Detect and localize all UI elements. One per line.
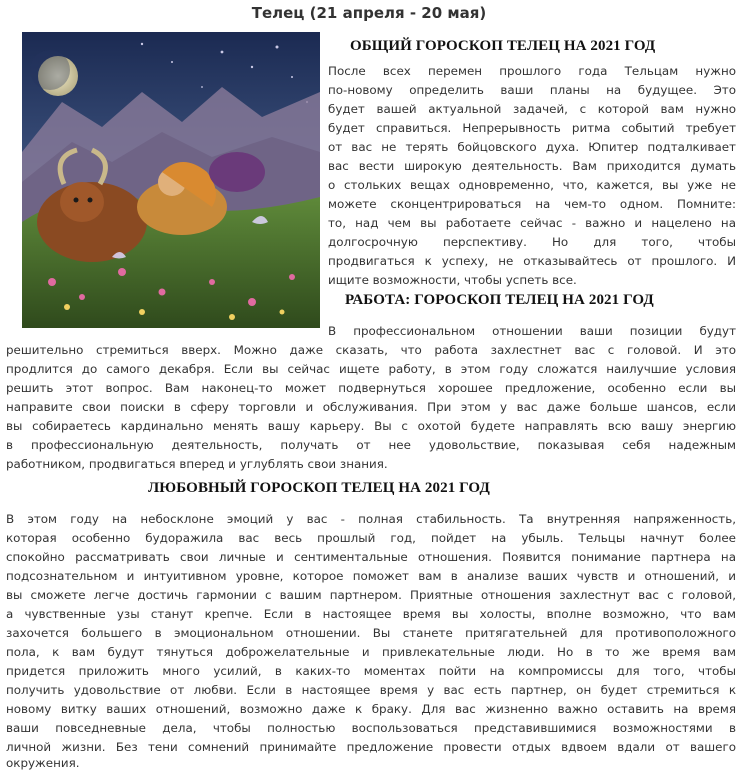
general-line: ищите возможности, чтобы успеть все. [328,273,577,287]
love-line: которая особенно будоражила вас весь прошлый год, пойдет на убыль. Тельцы начнут более [6,531,736,545]
love-line: личной жизни. Без тени сомнений принимайте предложение провести отдых вдвоем вдали от вашего [6,740,736,754]
work-heading: РАБОТА: ГОРОСКОП ТЕЛЕЦ НА 2021 ГОД [345,292,654,308]
general-line: можете сконцентрироваться на чем-то одном. Помните: [328,197,736,211]
work-line: направите свои поиски в сферу торговли и обслуживания. При этом у вас даже больше шансов, если [6,400,736,414]
general-line: После всех перемен прошлого года Тельцам нужно [328,64,736,78]
page-title: Телец (21 апреля - 20 мая) [251,4,487,22]
love-line: а чувственные узы станут крепче. Если в настоящее время вы холосты, вполне возможно, что вам [6,607,736,621]
taurus-illustration [22,32,320,328]
love-line: пола, к вам будут тянуться доброжелательные и привлекательные люди. Но в то же время вам [6,645,736,659]
general-line: по-новому определить ваши планы на будущее. Это [328,83,736,97]
general-line: долгосрочную перспективу. Но для того, чтобы [328,235,736,249]
work-line: в профессиональную деятельность, получать от нее удовольствие, показывая себя надежным [6,438,736,452]
general-line: то, над чем вы работаете сейчас - важно и нацелено на [328,216,736,230]
love-line: спокойно рассматривать свои личные и сентиментальные отношения. Появится понимание партнера на [6,550,736,564]
general-line: продвигаться к успеху, не отказывайтесь от прошлого. И [328,254,736,268]
love-line: захочется большего в эмоциональном отношении. Вы станете притягательней для противоположного [6,626,736,640]
love-line: окружения. [6,756,80,770]
work-line: решительно стремиться вверх. Можно даже сказать, что работа захлестнет вас с головой. И это [6,343,736,357]
work-line: продлится до самого декабря. Если вы сейчас ищете работу, в этом году сложатся наилучшие условия [6,362,736,376]
love-line: новому витку ваших отношений, возможно даже к браку. Для вас жизненно важно оставить на время [6,702,736,716]
general-line: вас вести широкую деятельность. Вам приходится думать [328,159,736,173]
love-line: получить удовольствие от любви. Если в настоящее время у вас есть партнер, он будет стремиться к [6,683,736,697]
work-line: работником, продвигаться вперед и углублять свои знания. [6,457,388,471]
love-line: ваши повседневные дела, чтобы полностью воспользоваться представившимися возможностями в [6,721,736,735]
love-line: подсознательном и интуитивном уровне, которое поможет вам в анализе ваших чувств и отношений, и [6,569,736,583]
love-line: В этом году на небосклоне эмоций у вас - полная стабильность. Та внутренняя напряженность, [6,512,736,526]
general-line: будет справиться. Непрерывность ритма событий требует [328,121,736,135]
general-line: от вас не терять бойцовского духа. Юпитер подталкивает [328,140,736,154]
work-line: вы собираетесь кардинально менять вашу карьеру. Вы с охотой будете направлять всю вашу энергию [6,419,736,433]
general-line: о стольких вещах одновременно, что, кажется, вы уже не [328,178,736,192]
general-heading: ОБЩИЙ ГОРОСКОП ТЕЛЕЦ НА 2021 ГОД [350,38,656,54]
general-line: будет вашей актуальной задачей, с которой вам нужно [328,102,736,116]
love-line: вы сможете легче достичь гармонии с вашим партнером. Приятные отношения захлестнут вас с головой, [6,588,736,602]
love-heading: ЛЮБОВНЫЙ ГОРОСКОП ТЕЛЕЦ НА 2021 ГОД [148,480,490,496]
work-line: решить этот вопрос. Вам наконец-то может подвернуться хорошее предложение, особенно если вы [6,381,736,395]
love-line: придется приложить много усилий, в каких-то моментах пойти на компромиссы для того, чтобы [6,664,736,678]
work-line: В профессиональном отношении ваши позиции будут [328,324,736,338]
